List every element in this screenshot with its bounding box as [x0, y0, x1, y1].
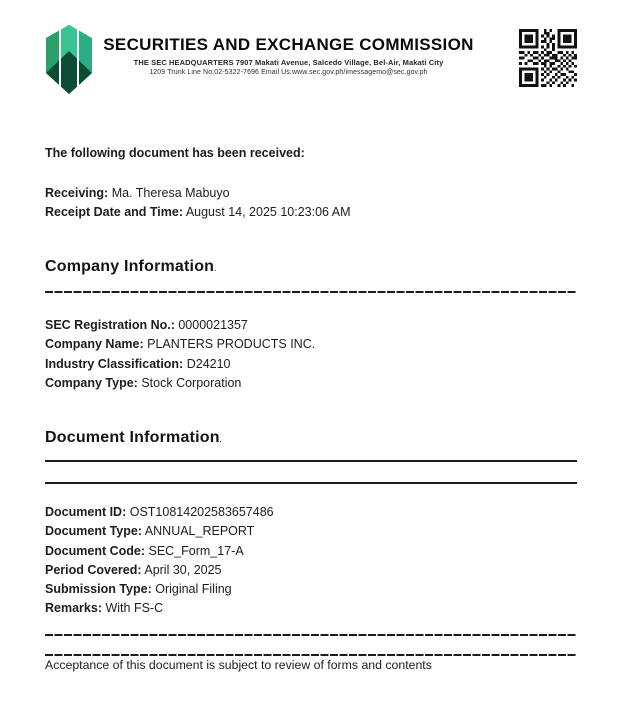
document-information-fields: [45, 503, 274, 619]
field-label: Document Code:: [45, 543, 145, 558]
receipt-fields: [45, 184, 351, 223]
heading-period-mark: .: [219, 437, 222, 444]
receipt-intro: The following document has been received:: [45, 146, 305, 160]
field-label: Industry Classification:: [45, 356, 184, 371]
receiving-row: [45, 184, 351, 203]
field-label: Period Covered:: [45, 562, 142, 577]
company-information-fields: [45, 316, 315, 393]
agency-address: THE SEC HEADQUARTERS 7907 Makati Avenue, Salcedo Village, Bel-Air, Makati City: [133, 57, 444, 67]
submission-type-row: [45, 580, 274, 599]
section-heading-text: Document Information: [45, 429, 220, 446]
field-label: Remarks:: [45, 601, 102, 616]
field-value: Original Filing: [155, 582, 232, 597]
section-divider: [45, 654, 577, 656]
field-value: With FS-C: [105, 601, 164, 616]
sec-registration-row: [45, 316, 315, 335]
field-label: Submission Type:: [45, 582, 152, 597]
document-type-row: [45, 522, 274, 541]
agency-contact: 1209 Trunk Line No:02-5322-7696 Email Us:www.sec.gov.ph/imessagemo@sec.gov.ph: [149, 68, 428, 76]
agency-title: SECURITIES AND EXCHANGE COMMISSION: [103, 35, 474, 54]
field-value: 0000021357: [178, 318, 248, 332]
header: [96, 36, 481, 76]
section-divider: [45, 291, 577, 293]
field-label: Document ID:: [45, 505, 127, 519]
field-value: Stock Corporation: [141, 375, 242, 390]
field-value: SEC_Form_17-A: [148, 543, 244, 558]
field-value: ANNUAL_REPORT: [144, 524, 255, 539]
field-value: Ma. Theresa Mabuyo: [111, 186, 230, 200]
document-information-heading: [45, 428, 222, 450]
field-label: Receiving:: [45, 186, 109, 200]
section-divider: [45, 482, 577, 484]
section-heading-text: Company Information: [45, 258, 215, 275]
heading-period-mark: .: [214, 266, 217, 273]
section-divider: [45, 634, 577, 636]
field-value: PLANTERS PRODUCTS INC.: [147, 337, 316, 352]
receipt-datetime-row: [45, 203, 351, 222]
remarks-row: [45, 599, 274, 618]
period-covered-row: [45, 561, 274, 580]
field-value: D24210: [186, 356, 231, 371]
company-information-heading: [45, 257, 216, 279]
field-label: Document Type:: [45, 524, 142, 539]
document-id-row: [45, 503, 274, 522]
field-label: Receipt Date and Time:: [45, 205, 184, 220]
company-name-row: [45, 335, 315, 354]
field-label: SEC Registration No.:: [45, 318, 175, 332]
qr-code: [519, 29, 577, 87]
sec-logo-icon: [42, 24, 96, 95]
field-label: Company Name:: [45, 337, 144, 352]
company-type-row: [45, 374, 315, 393]
acceptance-note: Acceptance of this document is subject to review of forms and contents: [45, 658, 432, 672]
field-value: OST10814202583657486: [129, 505, 274, 519]
field-value: August 14, 2025 10:23:06 AM: [185, 205, 351, 220]
field-value: April 30, 2025: [144, 562, 222, 577]
industry-classification-row: [45, 355, 315, 374]
field-label: Company Type:: [45, 375, 138, 390]
section-divider: [45, 460, 577, 462]
document-code-row: [45, 542, 274, 561]
